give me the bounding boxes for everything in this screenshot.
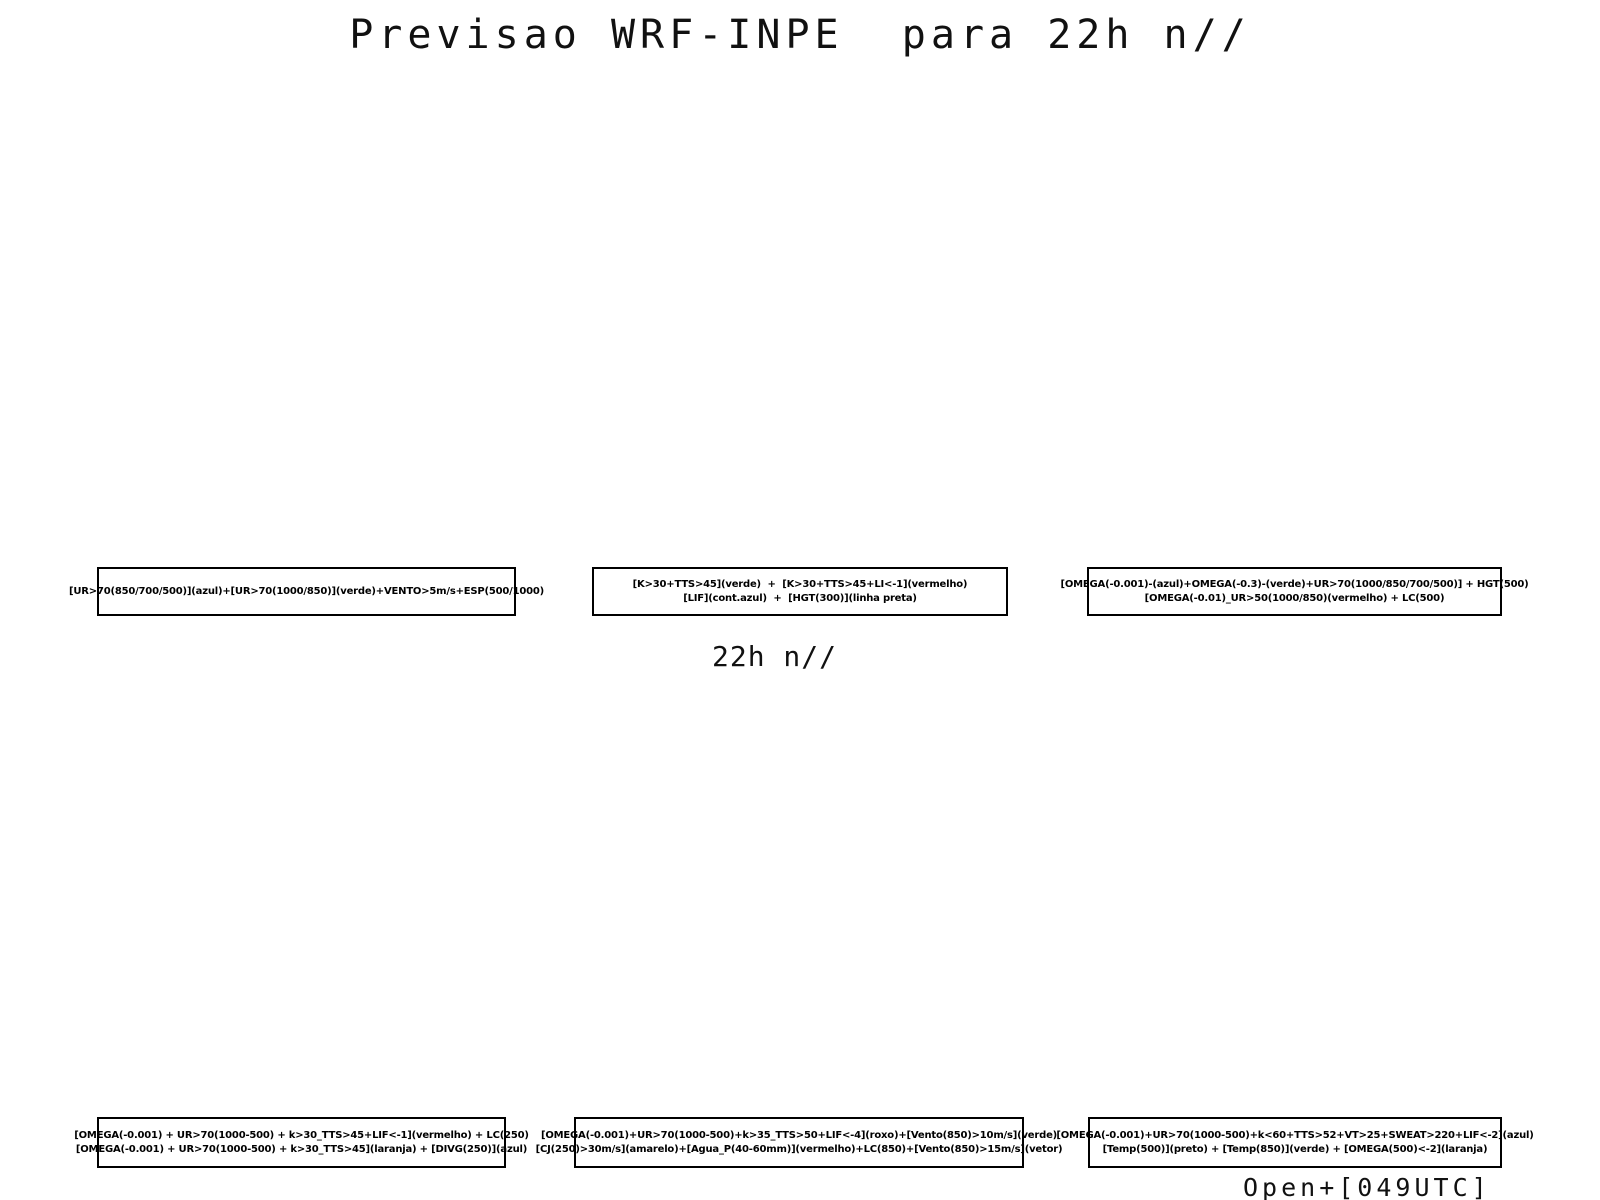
legend-line: [K>30+TTS>45](verde) + [K>30+TTS>45+LI<-1](vermelho) <box>632 578 968 590</box>
legend-line: [OMEGA(-0.001)+UR>70(1000-500)+k<60+TTS>52+VT>25+SWEAT>220+LIF<-2](azul) <box>1056 1129 1534 1141</box>
legend-box-top-left <box>68 567 545 616</box>
legend-line: [UR>70(850/700/500)](azul)+[UR>70(1000/850)](verde)+VENTO>5m/s+ESP(500/1000) <box>68 585 545 597</box>
legend-line: [OMEGA(-0.001) + UR>70(1000-500) + k>30_TTS>45](laranja) + [DIVG(250)](azul) <box>75 1143 528 1155</box>
footer-utc-label: Open+[049UTC] <box>1243 1173 1491 1200</box>
legend-box-bottom-center <box>535 1117 1063 1168</box>
panel-time-label: 22h n// <box>712 640 838 673</box>
legend-line: [LIF](cont.azul) + [HGT(300)](linha preta) <box>683 592 917 604</box>
legend-box-bottom-right <box>1056 1117 1534 1168</box>
legend-box-top-right <box>1060 567 1529 616</box>
page-title: Previsao WRF-INPE para 22h n// <box>349 12 1251 58</box>
legend-line: [OMEGA(-0.001)+UR>70(1000-500)+k>35_TTS>50+LIF<-4](roxo)+[Vento(850)>10m/s](verde) <box>540 1129 1058 1141</box>
legend-box-bottom-left <box>74 1117 529 1168</box>
legend-line: [OMEGA(-0.01)_UR>50(1000/850)(vermelho) + LC(500) <box>1144 592 1445 604</box>
legend-line: [CJ(250)>30m/s](amarelo)+[Agua_P(40-60mm)](vermelho)+LC(850)+[Vento(850)>15m/s](vetor) <box>535 1143 1063 1155</box>
legend-line: [Temp(500)](preto) + [Temp(850)](verde) + [OMEGA(500)<-2](laranja) <box>1102 1143 1488 1155</box>
legend-line: [OMEGA(-0.001)-(azul)+OMEGA(-0.3)-(verde)+UR>70(1000/850/700/500)] + HGT(500) <box>1060 578 1529 590</box>
legend-box-top-center <box>592 567 1008 616</box>
legend-line: [OMEGA(-0.001) + UR>70(1000-500) + k>30_TTS>45+LIF<-1](vermelho) + LC(250) <box>74 1129 529 1141</box>
